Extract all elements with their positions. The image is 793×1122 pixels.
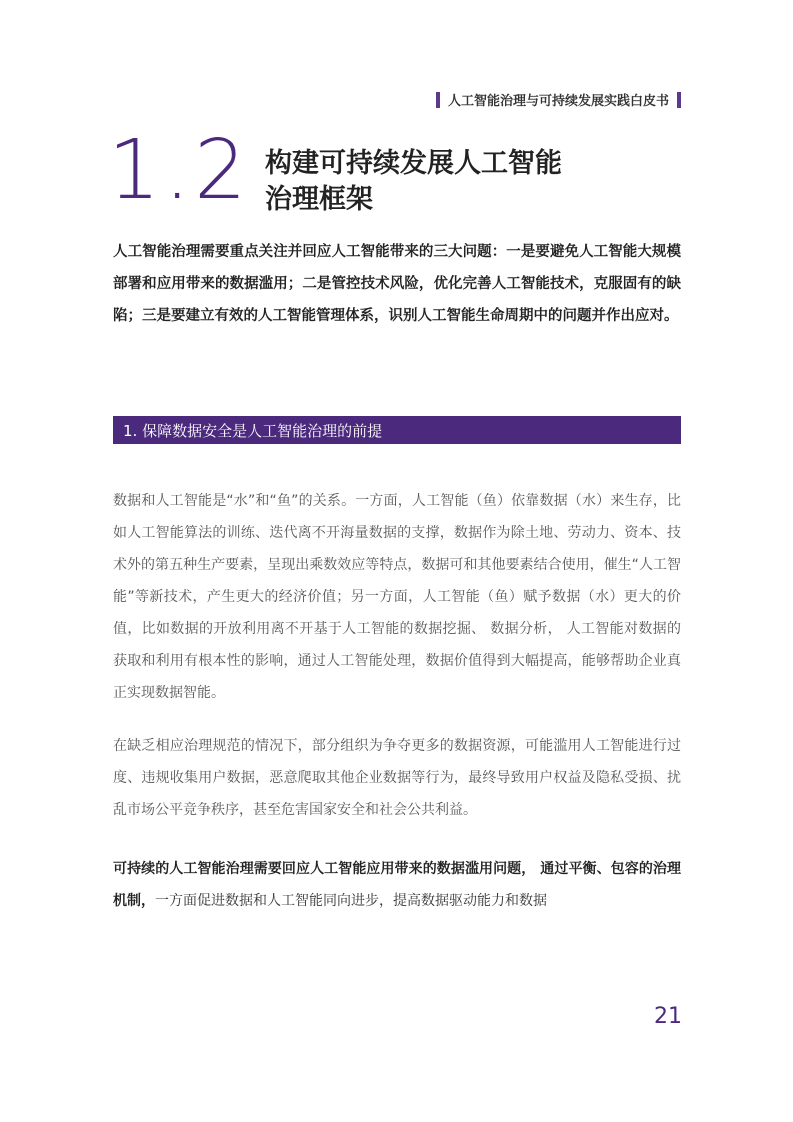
running-header: [436, 90, 681, 109]
body-paragraph-3-rest: 一方面促进数据和人工智能同向进步，提高数据驱动能力和数据: [155, 893, 547, 909]
section-number: 1.2: [108, 123, 251, 218]
body-paragraph-3-bold: 可持续的人工智能治理需要回应人工智能应用带来的数据滥用问题， 通过平衡、包容的治理机制，: [113, 861, 681, 909]
section-title-line2: 治理框架: [265, 184, 373, 215]
subsection-band: [113, 416, 681, 444]
subsection-title: 1. 保障数据安全是人工智能治理的前提: [123, 421, 383, 440]
header-bar-left: [436, 92, 440, 108]
body-paragraph-2: 在缺乏相应治理规范的情况下，部分组织为争夺更多的数据资源，可能滥用人工智能进行过度、违规收集用户数据，恶意爬取其他企业数据等行为，最终导致用户权益及隐私受损、扰乱市场公平竞争秩序，甚至危害国家安全和社会公共利益。: [113, 738, 681, 818]
intro-paragraph: 人工智能治理需要重点关注并回应人工智能带来的三大问题：一是要避免人工智能大规模部署和应用带来的数据滥用；二是管控技术风险，优化完善人工智能技术，克服固有的缺陷；三是要建立有效的人工智能管理体系，识别人工智能生命周期中的问题并作出应对。: [113, 244, 681, 324]
section-title: [265, 146, 562, 218]
page-number: 21: [654, 1004, 682, 1029]
body-paragraph-3: [113, 853, 681, 917]
header-bar-right: [677, 92, 681, 108]
header-title: 人工智能治理与可持续发展实践白皮书: [447, 94, 669, 109]
body-paragraph-1: 数据和人工智能是“水”和“鱼”的关系。一方面，人工智能（鱼）依靠数据（水）来生存，比如人工智能算法的训练、迭代离不开海量数据的支撑，数据作为除土地、劳动力、资本、技术外的第五种生产要素，呈现出乘数效应等特点，数据可和其他要素结合使用，催生“人工智能”等新技术，产生更大的经济价值；另一方面，人工智能（鱼）赋予数据（水）更大的价值，比如数据的开放利用离不开基于人工智能的数据挖掘、 数据分析， 人工智能对数据的获取和利用有根本性的影响，通过人工智能处理，数据价值得到大幅提高，能够帮助企业真正实现数据智能。: [113, 493, 681, 701]
section-title-line1: 构建可持续发展人工智能: [265, 148, 562, 179]
